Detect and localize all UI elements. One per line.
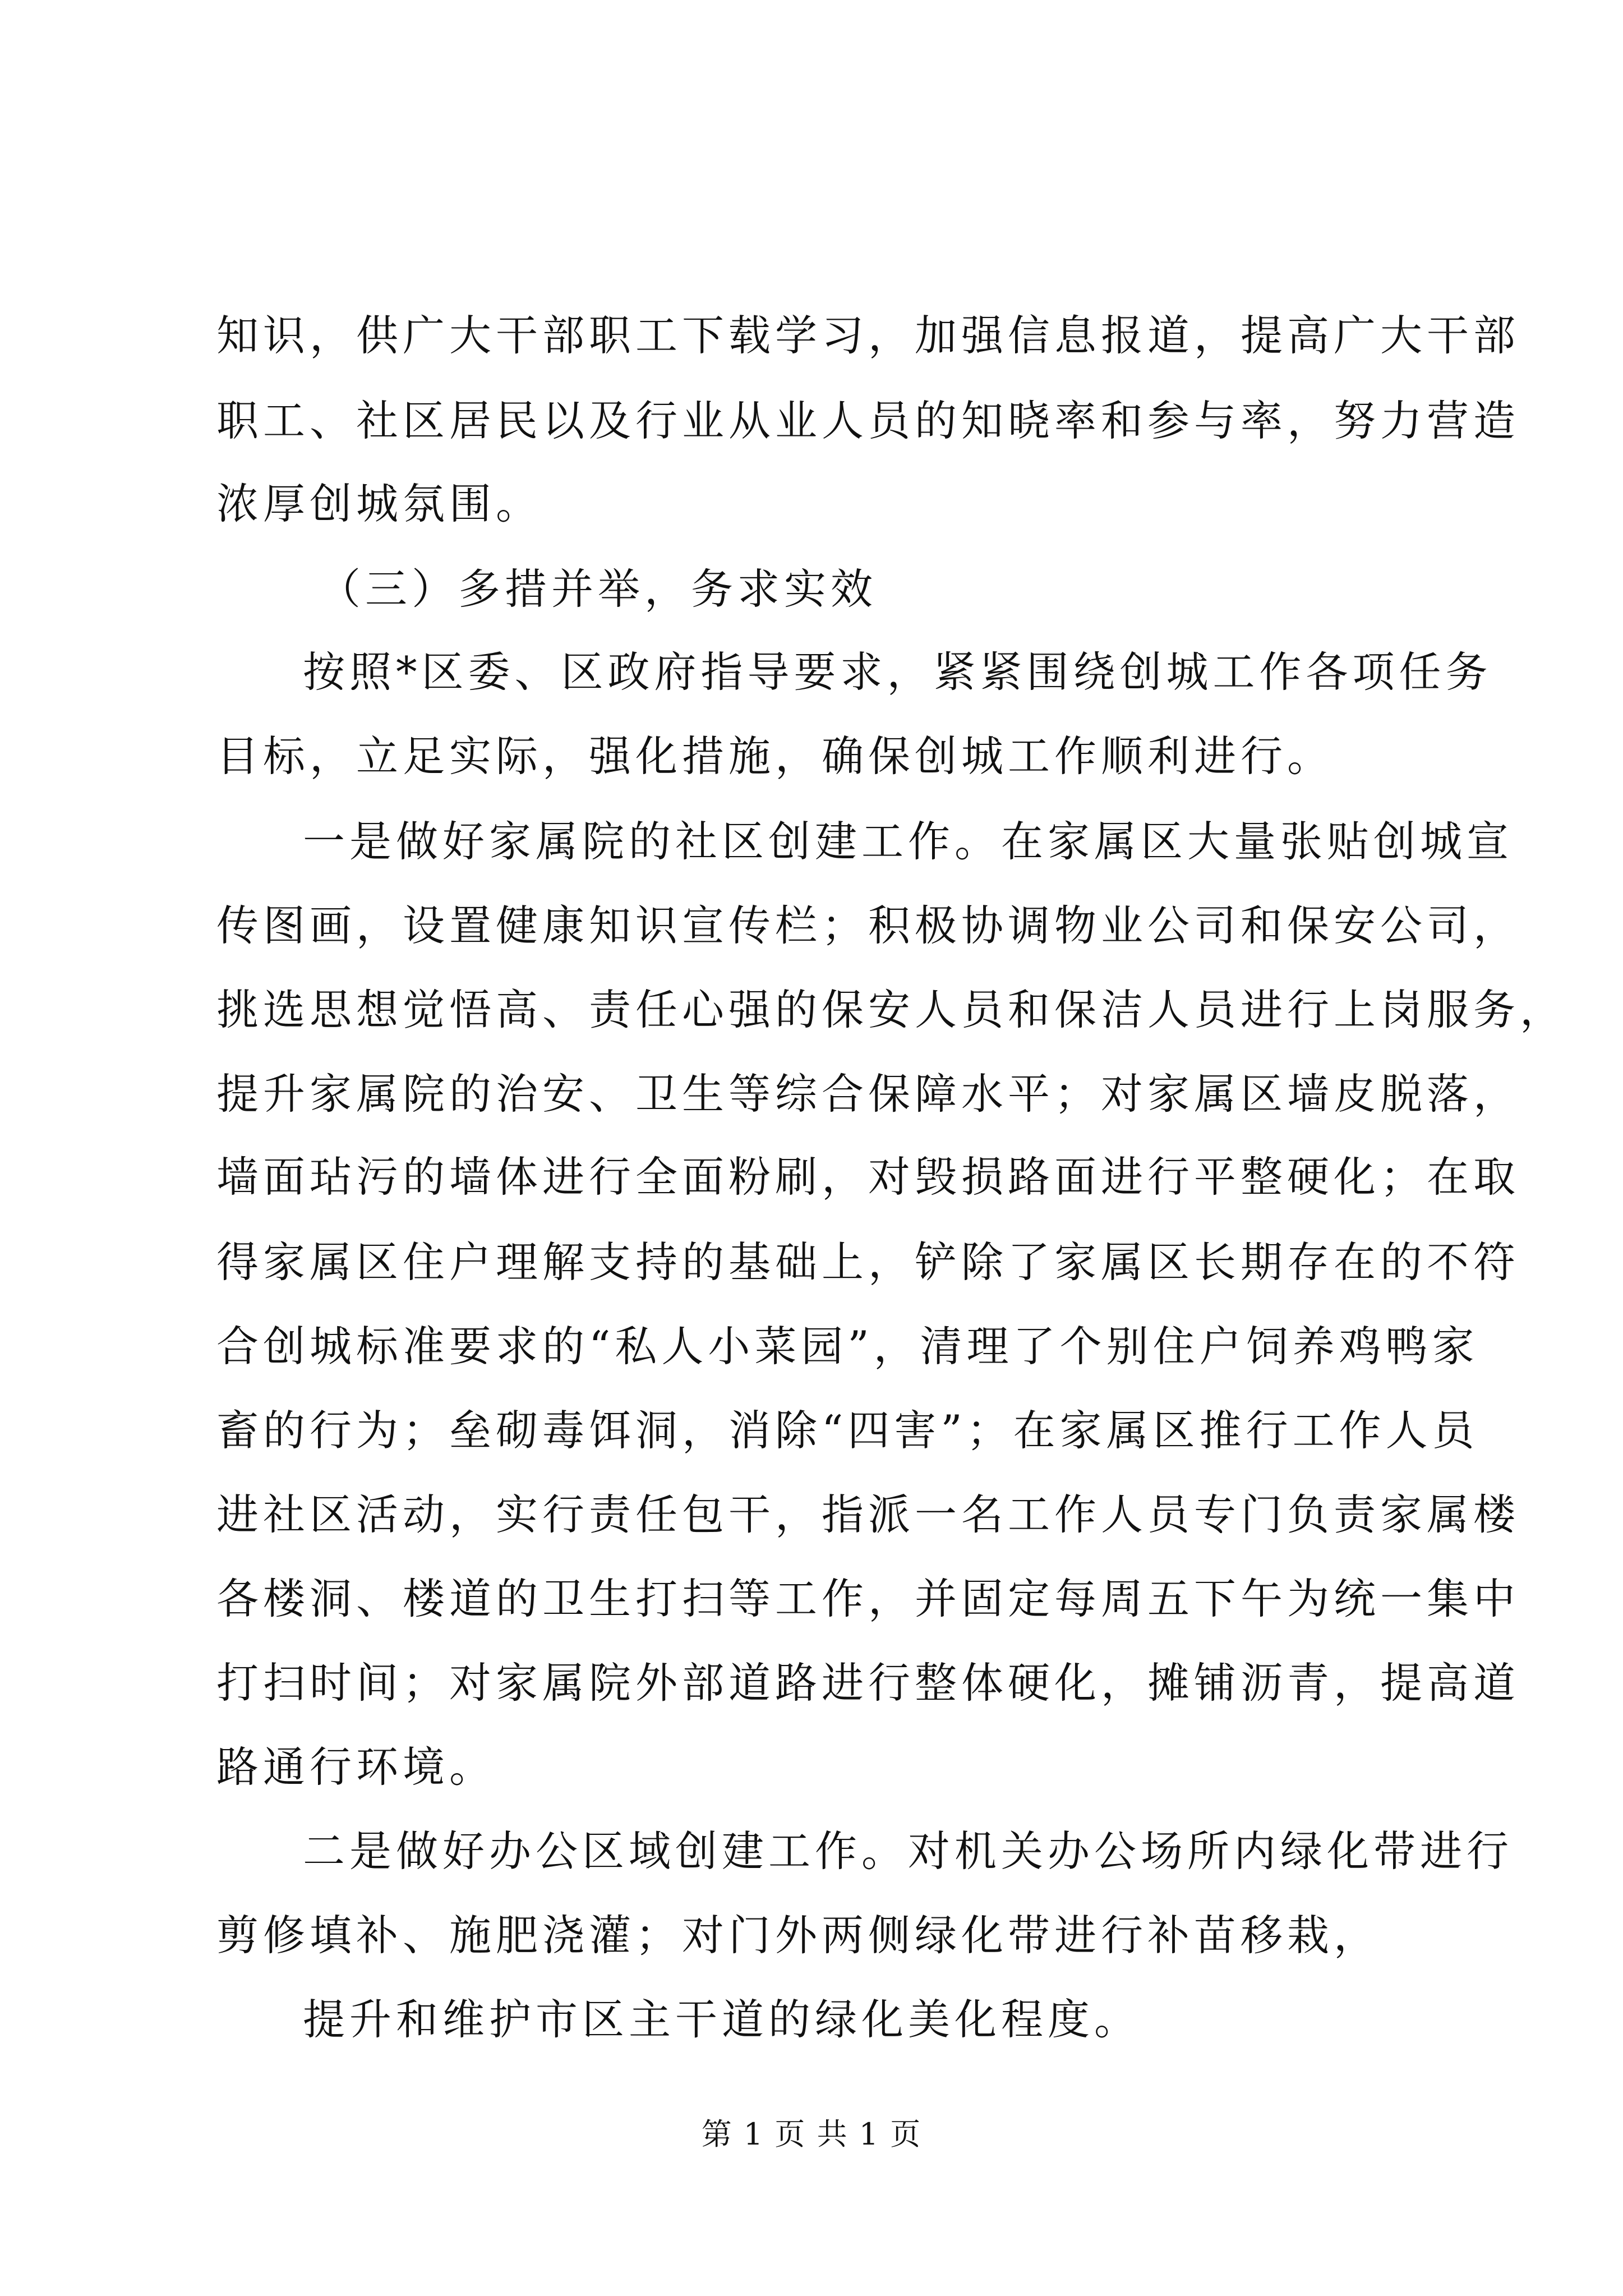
body-line: 传图画，设置健康知识宣传栏；积极协调物业公司和保安公司，	[216, 901, 1520, 950]
body-line: 二是做好办公区域创建工作。对机关办公场所内绿化带进行	[303, 1826, 1514, 1876]
body-line: 畜的行为；垒砌毒饵洞，消除“四害”；在家属区推行工作人员	[216, 1406, 1479, 1455]
body-line: 合创城标准要求的“私人小菜园”，清理了个别住户饲养鸡鸭家	[216, 1322, 1479, 1371]
body-line: 剪修填补、施肥浇灌；对门外两侧绿化带进行补苗移栽，	[216, 1911, 1381, 1960]
body-line: 进社区活动，实行责任包干，指派一名工作人员专门负责家属楼	[216, 1490, 1520, 1539]
body-line: 得家属区住户理解支持的基础上，铲除了家属区长期存在的不符	[216, 1237, 1520, 1287]
body-line: 一是做好家属院的社区创建工作。在家属区大量张贴创城宣	[303, 817, 1514, 866]
body-line: 目标，立足实际，强化措施，确保创城工作顺利进行。	[216, 731, 1334, 781]
page-number-footer: 第 1 页 共 1 页	[701, 2116, 922, 2152]
body-line: 提升和维护市区主干道的绿化美化程度。	[303, 1995, 1141, 2044]
section-heading: （三）多措并举，务求实效	[319, 564, 878, 614]
body-line: 各楼洞、楼道的卫生打扫等工作，并固定每周五下午为统一集中	[216, 1574, 1520, 1623]
body-line: 按照*区委、区政府指导要求，紧紧围绕创城工作各项任务	[303, 647, 1492, 697]
body-line: 知识，供广大干部职工下载学习，加强信息报道，提高广大干部	[216, 311, 1520, 360]
body-line: 职工、社区居民以及行业从业人员的知晓率和参与率，努力营造	[216, 396, 1520, 445]
body-line: 墙面玷污的墙体进行全面粉刷，对毁损路面进行平整硬化；在取	[216, 1152, 1520, 1202]
body-line: 提升家属院的治安、卫生等综合保障水平；对家属区墙皮脱落，	[216, 1069, 1520, 1119]
body-line: 挑选思想觉悟高、责任心强的保安人员和保洁人员进行上岗服务，	[216, 985, 1567, 1034]
body-line: 打扫时间；对家属院外部道路进行整体硬化，摊铺沥青，提高道	[216, 1658, 1520, 1708]
body-line: 浓厚创城氛围。	[216, 479, 543, 528]
body-line: 路通行环境。	[216, 1742, 496, 1792]
